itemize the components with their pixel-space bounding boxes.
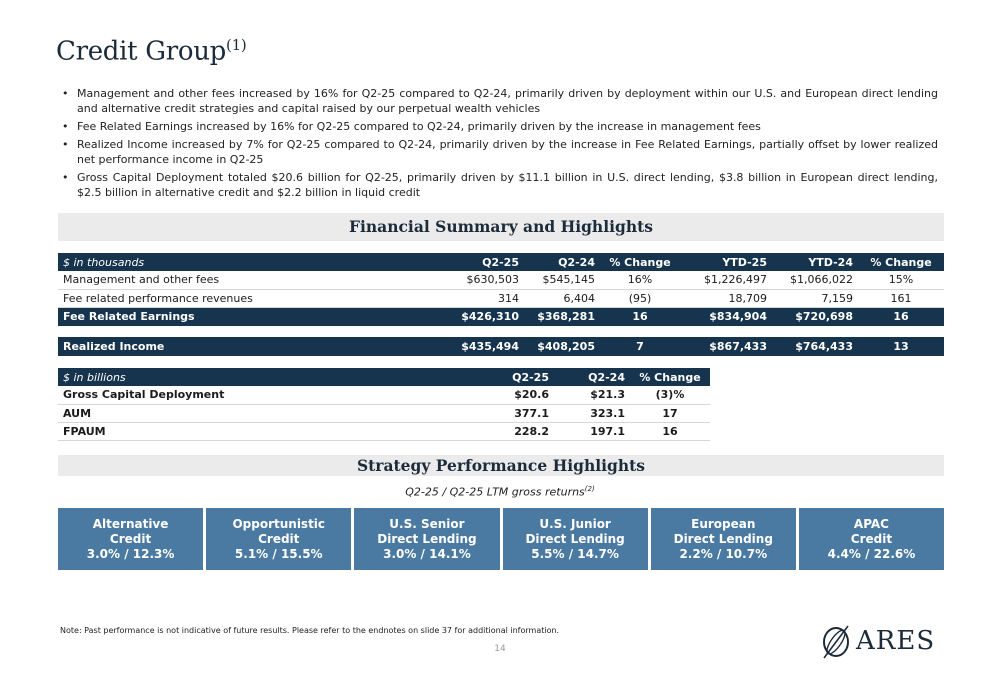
capital-table (58, 368, 710, 441)
title-footnote: (1) (226, 36, 247, 54)
table-row-realized-income (58, 337, 944, 356)
table-cell: $426,310 (428, 307, 524, 326)
strategy-tile-us-senior (354, 508, 499, 570)
table-cell: 18,709 (680, 289, 772, 307)
table-cell: $720,698 (772, 307, 858, 326)
tile-value: 3.0% / 12.3% (86, 546, 175, 561)
table-cell: $834,904 (680, 307, 772, 326)
tile-label: APAC (853, 516, 889, 531)
table-cell: 6,404 (524, 289, 600, 307)
table-cell: $630,503 (428, 271, 524, 289)
table-row (58, 386, 710, 404)
ares-emblem-icon (818, 622, 854, 660)
strategy-tile-alternative-credit (58, 508, 203, 570)
table-cell: $1,226,497 (680, 271, 772, 289)
table-cell: $408,205 (524, 337, 600, 356)
table-cell: 17 (630, 404, 710, 422)
footnote: Note: Past performance is not indicative of future results. Please refer to the endnotes on slide 37 for additional information. (60, 626, 560, 635)
realized-income-table (58, 337, 944, 356)
strategy-tile-apac (799, 508, 944, 570)
row-label: Management and other fees (58, 271, 428, 289)
financial-summary-heading: Financial Summary and Highlights (58, 213, 944, 241)
table-cell: 197.1 (554, 422, 630, 440)
row-label: Fee related performance revenues (58, 289, 428, 307)
row-label: Gross Capital Deployment (58, 386, 458, 404)
strategy-tiles (58, 508, 944, 570)
bullet-item: • Realized Income increased by 7% for Q2-25 compared to Q2-24, primarily driven by the increase in Fee Related Earnings, partially offset by lower realized net performance income in Q2-25 (62, 137, 938, 167)
table-row (58, 404, 710, 422)
table-cell: $20.6 (458, 386, 554, 404)
column-header: % Change (630, 368, 710, 386)
table-cell: 314 (428, 289, 524, 307)
table-row (58, 289, 944, 307)
strategy-caption (0, 485, 1000, 499)
table-cell: 7,159 (772, 289, 858, 307)
page-number: 14 (494, 644, 506, 654)
tile-label: Credit (258, 531, 300, 546)
caption-text: Q2-25 / Q2-25 LTM gross returns (405, 485, 585, 499)
table-cell: 16 (630, 422, 710, 440)
bullet-item: • Fee Related Earnings increased by 16% for Q2-25 compared to Q2-24, primarily driven by the increase in management fees (62, 119, 938, 134)
table-row (58, 271, 944, 289)
tile-value: 3.0% / 14.1% (383, 546, 471, 561)
tile-label: European (691, 516, 756, 531)
row-label: Realized Income (58, 337, 428, 356)
row-label: FPAUM (58, 422, 458, 440)
table-cell: $368,281 (524, 307, 600, 326)
tile-value: 5.1% / 15.5% (234, 546, 323, 561)
table-cell: 16 (600, 307, 680, 326)
tile-label: Direct Lending (377, 531, 477, 546)
logo-wordmark: ARES (856, 626, 936, 656)
financial-table (58, 253, 944, 326)
column-header: Q2-25 (428, 253, 524, 271)
bullet-list (62, 86, 938, 203)
row-label: Fee Related Earnings (58, 307, 428, 326)
tile-label: Direct Lending (525, 531, 625, 546)
table-cell: 323.1 (554, 404, 630, 422)
tile-label: Opportunistic (232, 516, 326, 531)
column-header: Q2-24 (554, 368, 630, 386)
column-header: YTD-24 (772, 253, 858, 271)
tile-label: Credit (109, 531, 152, 546)
column-header: % Change (600, 253, 680, 271)
table-cell: 16 (858, 307, 944, 326)
unit-label: $ in thousands (58, 253, 428, 271)
column-header: % Change (858, 253, 944, 271)
strategy-tile-european (651, 508, 796, 570)
table-cell: $764,433 (772, 337, 858, 356)
bullet-item: • Gross Capital Deployment totaled $20.6 billion for Q2-25, primarily driven by $11.1 billion in U.S. direct lending, $3.8 billion in European direct lending, $2.5 billion in alternative credit and $2.2 billion in liquid credit (62, 170, 938, 200)
table-cell: $867,433 (680, 337, 772, 356)
tile-label: Credit (850, 531, 893, 546)
table-cell: 15% (858, 271, 944, 289)
strategy-heading: Strategy Performance Highlights (58, 455, 944, 476)
table-header-row (58, 368, 710, 386)
tile-value: 5.5% / 14.7% (531, 546, 619, 561)
tile-label: Direct Lending (673, 531, 773, 546)
table-row (58, 422, 710, 440)
column-header: Q2-24 (524, 253, 600, 271)
column-header: Q2-25 (458, 368, 554, 386)
table-cell: 16% (600, 271, 680, 289)
tile-label: Alternative (92, 516, 169, 531)
caption-footnote: (2) (584, 485, 595, 493)
strategy-tile-us-junior (503, 508, 648, 570)
table-cell: $545,145 (524, 271, 600, 289)
table-header-row (58, 253, 944, 271)
table-cell: (3)% (630, 386, 710, 404)
table-cell: 228.2 (458, 422, 554, 440)
page-title (56, 36, 246, 67)
tile-label: U.S. Junior (539, 516, 611, 531)
tile-label: U.S. Senior (389, 516, 465, 531)
table-cell: 161 (858, 289, 944, 307)
table-cell: 7 (600, 337, 680, 356)
table-cell: (95) (600, 289, 680, 307)
tile-value: 4.4% / 22.6% (827, 546, 916, 561)
bullet-item: • Management and other fees increased by 16% for Q2-25 compared to Q2-24, primarily driven by deployment within our U.S. and European direct lending and alternative credit strategies and capital raised by our perpetual wealth vehicles (62, 86, 938, 116)
table-cell: $21.3 (554, 386, 630, 404)
table-cell: $435,494 (428, 337, 524, 356)
table-cell: 377.1 (458, 404, 554, 422)
table-cell: 13 (858, 337, 944, 356)
table-cell: $1,066,022 (772, 271, 858, 289)
tile-value: 2.2% / 10.7% (679, 546, 768, 561)
column-header: YTD-25 (680, 253, 772, 271)
title-text: Credit Group (56, 36, 227, 67)
row-label: AUM (58, 404, 458, 422)
ares-logo (818, 620, 958, 662)
unit-label: $ in billions (58, 368, 458, 386)
table-row-fre (58, 307, 944, 326)
strategy-tile-opportunistic-credit (206, 508, 351, 570)
